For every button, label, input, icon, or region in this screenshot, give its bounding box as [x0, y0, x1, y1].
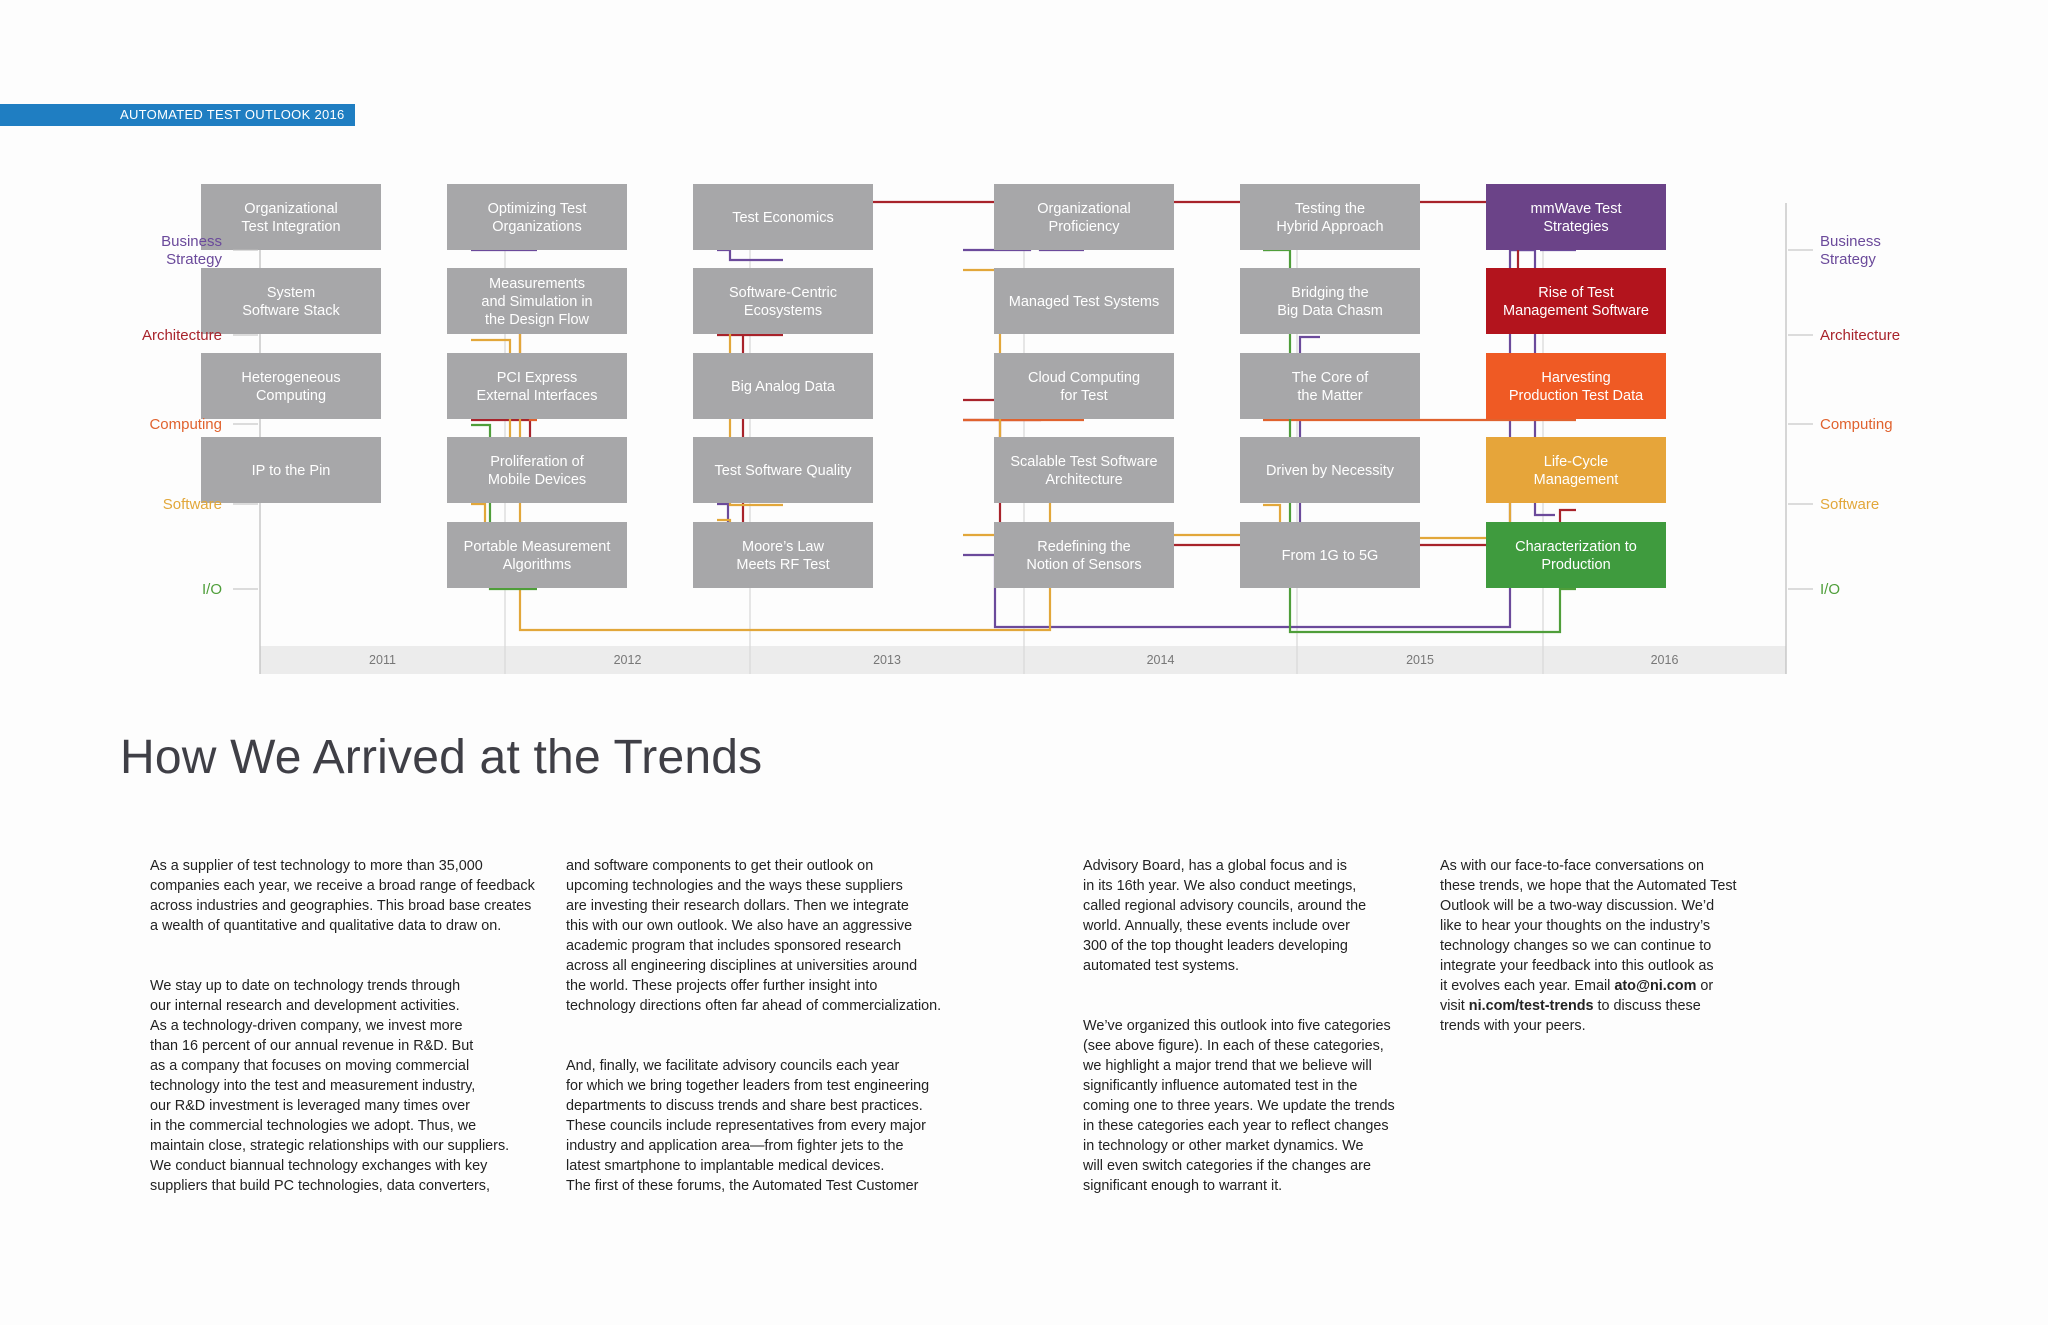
paragraph: and software components to get their outlook on upcoming technologies and the ways these suppliers are investing their research dollars. Then we integrate this with our own outlook. We also have an aggressive academic program that includes sponsored research across all engineering disciplines at universities around the world. These projects offer further insight into technology directions often far ahead of commercialization. [566, 858, 942, 1014]
trends-link[interactable]: ni.com/test-trends [1468, 998, 1594, 1014]
text-column-4 [1440, 836, 1810, 1056]
year-label: 2011 [369, 653, 396, 667]
trend-box [447, 184, 627, 250]
trend-box-bg [201, 353, 381, 419]
year-label: 2014 [1146, 653, 1175, 667]
trend-box-bg [994, 437, 1174, 503]
trend-box [994, 522, 1174, 588]
trend-box-label: Proliferation of Mobile Devices [487, 454, 587, 488]
trend-box-label: Measurements and Simulation in the Design Flow [481, 276, 593, 328]
trend-box [693, 522, 873, 588]
trend-box-bg [693, 268, 873, 334]
trend-box-label: From 1G to 5G [1281, 548, 1379, 564]
trend-box-bg [994, 353, 1174, 419]
year-label: 2015 [1406, 653, 1434, 667]
trend-box-label: IP to the Pin [251, 463, 331, 479]
trend-box [447, 353, 627, 419]
paragraph-text: or visit [1440, 978, 1714, 1014]
trend-box-bg [447, 184, 627, 250]
header-label: AUTOMATED TEST OUTLOOK 2016 [120, 107, 345, 122]
category-label-left: I/O [201, 581, 222, 598]
trend-box [447, 437, 627, 503]
trend-box-bg [201, 268, 381, 334]
trend-box-label: Scalable Test Software Architecture [1010, 454, 1158, 488]
trend-box [1486, 437, 1666, 503]
year-label: 2016 [1650, 653, 1679, 667]
category-label-left: Business Strategy [161, 233, 222, 268]
trend-box-bg [1486, 437, 1666, 503]
category-label-right: Business Strategy [1820, 233, 1881, 268]
category-label-right: Computing [1820, 416, 1893, 433]
category-label-right: I/O [1820, 581, 1841, 598]
trend-box-label: Software-Centric Ecosystems [729, 285, 837, 319]
trend-box-label: Rise of Test Management Software [1503, 285, 1649, 319]
trend-box-bg [1240, 353, 1420, 419]
category-label-right: Software [1820, 496, 1880, 513]
trend-box-label: mmWave Test Strategies [1530, 201, 1622, 235]
trend-box-bg [447, 437, 627, 503]
trend-box-bg [447, 353, 627, 419]
trend-box-label: Bridging the Big Data Chasm [1277, 285, 1383, 319]
trend-box [1240, 353, 1420, 419]
year-strip [260, 646, 1786, 674]
trend-box-bg [1240, 184, 1420, 250]
category-label-left: Computing [149, 416, 222, 433]
trend-box-label: Driven by Necessity [1265, 463, 1395, 479]
trend-box [1240, 184, 1420, 250]
trend-box [201, 184, 381, 250]
trend-box [201, 437, 381, 503]
category-label-left: Software [162, 496, 222, 513]
trend-box-label: Organizational Proficiency [1037, 201, 1131, 235]
trend-box-bg [693, 522, 873, 588]
trend-box-bg [1486, 184, 1666, 250]
trend-box-label: Redefining the Notion of Sensors [1026, 539, 1142, 573]
trend-box-bg [447, 522, 627, 588]
trend-box-label: Life-Cycle Management [1533, 454, 1619, 488]
trend-box [1486, 353, 1666, 419]
trend-box [447, 268, 627, 334]
trend-box [994, 184, 1174, 250]
trend-box-bg [1486, 268, 1666, 334]
trend-box-label: Test Software Quality [714, 463, 852, 479]
trend-box [1486, 522, 1666, 588]
trend-box [1240, 268, 1420, 334]
trend-box-label: Cloud Computing for Test [1027, 370, 1141, 404]
trend-box-bg [994, 522, 1174, 588]
category-label-left: Architecture [141, 327, 222, 344]
email-link[interactable]: ato@ni.com [1614, 978, 1697, 994]
paragraph: And, finally, we facilitate advisory councils each year for which we bring together leaders from test engineering departments to discuss trends and share best practices. These councils include representatives from every major industry and application area—from fighter jets to the latest smartphone to implantable medical devices. The first of these forums, the Automated Test Customer [566, 1058, 930, 1194]
trend-box-label: Organizational Test Integration [241, 201, 341, 235]
trend-box-label: Portable Measurement Algorithms [463, 539, 611, 573]
trend-box [201, 268, 381, 334]
paragraph: We’ve organized this outlook into five categories (see above figure). In each of these categories, we highlight a major trend that we believe will significantly influence automated test in the coming one to three years. We update the trends in these categories each year to reflect changes in technology or other market dynamics. We will even switch categories if the changes are significant enough to warrant it. [1083, 1018, 1395, 1194]
trend-box-label: Moore’s Law Meets RF Test [736, 539, 830, 573]
trend-box [447, 522, 627, 588]
trend-box [201, 353, 381, 419]
paragraph: As a supplier of test technology to more than 35,000 companies each year, we receive a broad range of feedback across industries and geographies. This broad base creates a wealth of quantitative and qualitative data to draw on. [150, 858, 535, 934]
paragraph: Advisory Board, has a global focus and is in its 16th year. We also conduct meetings, called regional advisory councils, around the world. Annually, these events include over 300 of the top thought leaders developing automated test systems. [1083, 858, 1367, 974]
trend-box-bg [1486, 353, 1666, 419]
trend-box-label: Testing the Hybrid Approach [1276, 201, 1384, 235]
trend-box-label: Heterogeneous Computing [241, 370, 341, 404]
trend-box-label: Optimizing Test Organizations [487, 201, 587, 235]
trend-box [693, 184, 873, 250]
trend-box-label: Harvesting Production Test Data [1508, 370, 1644, 404]
paragraph-text: to discuss these trends with your peers. [1440, 998, 1701, 1034]
trend-box-label: Characterization to Production [1515, 539, 1637, 573]
trend-box [1240, 522, 1420, 588]
text-column-3 [1083, 836, 1443, 1216]
trend-box-label: Managed Test Systems [1008, 294, 1160, 310]
trend-box-label: System Software Stack [242, 285, 340, 319]
trend-box-bg [1240, 268, 1420, 334]
paragraph: We stay up to date on technology trends through our internal research and development activities. As a technology-driven company, we invest more than 16 percent of our annual revenue in R&D. But as a company that focuses on moving commercial technology into the test and measurement industry, our R&D investment is leveraged many times over in the commercial technologies we adopt. Thus, we maintain close, strategic relationships with our suppliers. We conduct biannual technology exchanges with key suppliers that build PC technologies, data converters, [150, 978, 510, 1194]
section-title: How We Arrived at the Trends [120, 731, 763, 784]
text-column-1 [150, 836, 540, 1216]
year-label: 2013 [873, 653, 901, 667]
paragraph [1440, 856, 1810, 1036]
trend-box [994, 353, 1174, 419]
text-column-2 [566, 836, 986, 1216]
trend-box-bg [994, 184, 1174, 250]
trend-box-label: PCI Express External Interfaces [476, 370, 598, 404]
trend-box [693, 353, 873, 419]
trend-box-label: Big Analog Data [731, 379, 835, 395]
trend-box [693, 268, 873, 334]
trend-box-label: Test Economics [732, 210, 834, 226]
paragraph-text: As with our face-to-face conversations on these trends, we hope that the Automated Test Outlook will be a two-way discussion. We’d like to hear your thoughts on the industry’s technology changes so we can continue to integrate your feedback into this outlook as it evolves each year. Email [1440, 858, 1737, 994]
trend-box [1240, 437, 1420, 503]
trend-box [994, 437, 1174, 503]
trend-box [693, 437, 873, 503]
trend-box-bg [201, 184, 381, 250]
trend-box [1486, 268, 1666, 334]
trend-box-bg [1486, 522, 1666, 588]
trend-box [1486, 184, 1666, 250]
trend-box [994, 268, 1174, 334]
trend-box-label: The Core of the Matter [1291, 370, 1369, 404]
category-label-right: Architecture [1820, 327, 1901, 344]
trend-boxes [201, 184, 1666, 588]
year-label: 2012 [613, 653, 642, 667]
